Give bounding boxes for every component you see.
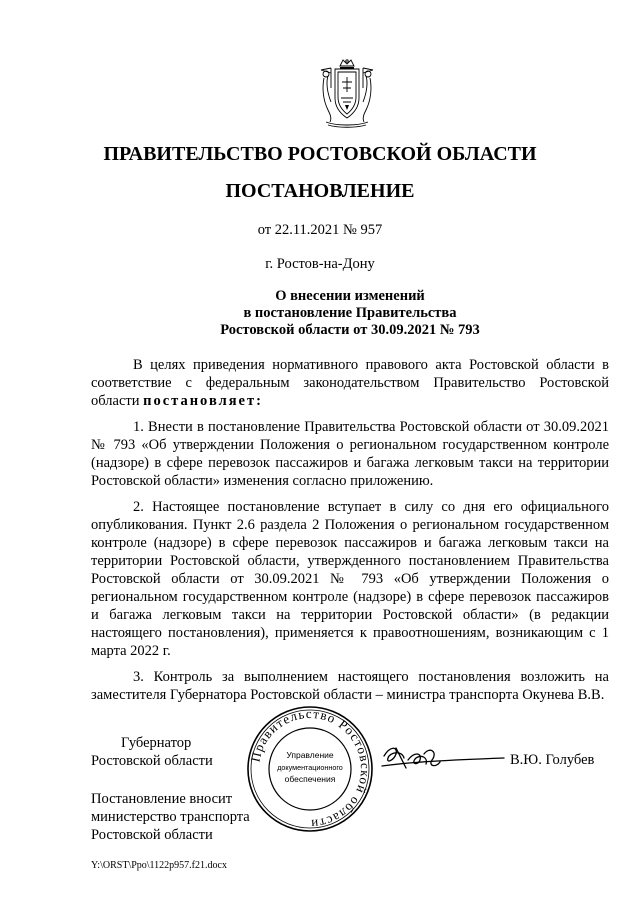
decree-date-number: от 22.11.2021 № 957: [257, 222, 383, 238]
document-type-title: ПОСТАНОВЛЕНИЕ: [225, 180, 415, 202]
rostov-oblast-coat-of-arms-icon: [318, 58, 376, 128]
submitted-by-line-3: Ростовской области: [91, 827, 213, 843]
preamble-text: В целях приведения нормативного правового акта Ростовской области в соответствие с федеральным законодательством Правительство Ростовской области: [91, 357, 609, 409]
item-3-paragraph: 3. Контроль за выполнением настоящего постановления возложить на заместителя Губернатора Ростовской области – министра транспорта Окунева В.В.: [91, 669, 609, 703]
stamp-center-line-2: документационного: [277, 763, 343, 772]
subject-line-3: Ростовской области от 30.09.2021 № 793: [220, 322, 480, 338]
official-stamp: [244, 703, 376, 835]
handwritten-signature-icon: [380, 738, 508, 780]
item-1-paragraph: 1. Внести в постановление Правительства Ростовской области от 30.09.2021 № 793 «Об утверждении Положения о региональном государственном контроле (надзоре) в сфере перевозок пассажиров и багажа легковым такси на территории Ростовской области» изменения согласно приложению.: [91, 419, 609, 489]
subject-line-2: в постановление Правительства: [243, 305, 457, 321]
preamble-paragraph: [91, 356, 609, 410]
submitted-by-line-2: министерство транспорта: [91, 809, 250, 825]
decree-subject: [180, 288, 520, 339]
signer-name: В.Ю. Голубев: [510, 752, 595, 768]
stamp-center-line-3: обеспечения: [284, 774, 336, 784]
government-title: ПРАВИТЕЛЬСТВО РОСТОВСКОЙ ОБЛАСТИ: [103, 143, 537, 165]
file-path-footer: Y:\ORST\Ppo\1122p957.f21.docx: [91, 860, 227, 871]
subject-line-1: О внесении изменений: [275, 288, 425, 304]
signer-position-line-1: Губернатор: [121, 735, 192, 751]
submitted-by: [91, 790, 250, 844]
signer-position: [91, 734, 213, 770]
stamp-ring-text: Правительство Ростовской области: [247, 705, 374, 833]
stamp-center-line-1: Управление: [286, 750, 334, 760]
submitted-by-line-1: Постановление вносит: [91, 791, 233, 807]
decree-keyword: постановляет:: [143, 393, 263, 409]
signer-position-line-2: Ростовской области: [91, 753, 213, 769]
item-2-paragraph: 2. Настоящее постановление вступает в силу со дня его официального опубликования. Пункт 2.6 раздела 2 Положения о региональном государственном контроле (надзоре) в сфере перевозок пассажиров и багажа легковым такси на территории Ростовской области, утвержденного постановлением Правительства Ростовской области от 30.09.2021 № 793 «Об утверждении Положения о региональном государственном контроле (надзоре) в сфере перевозок пассажиров и багажа легковым такси на территории Ростовской области» (в редакции настоящего постановления), применяется к правоотношениям, возникающим с 1 марта 2022 г.: [91, 499, 609, 659]
decree-city: г. Ростов-на-Дону: [265, 256, 375, 272]
decree-body: [91, 356, 609, 712]
